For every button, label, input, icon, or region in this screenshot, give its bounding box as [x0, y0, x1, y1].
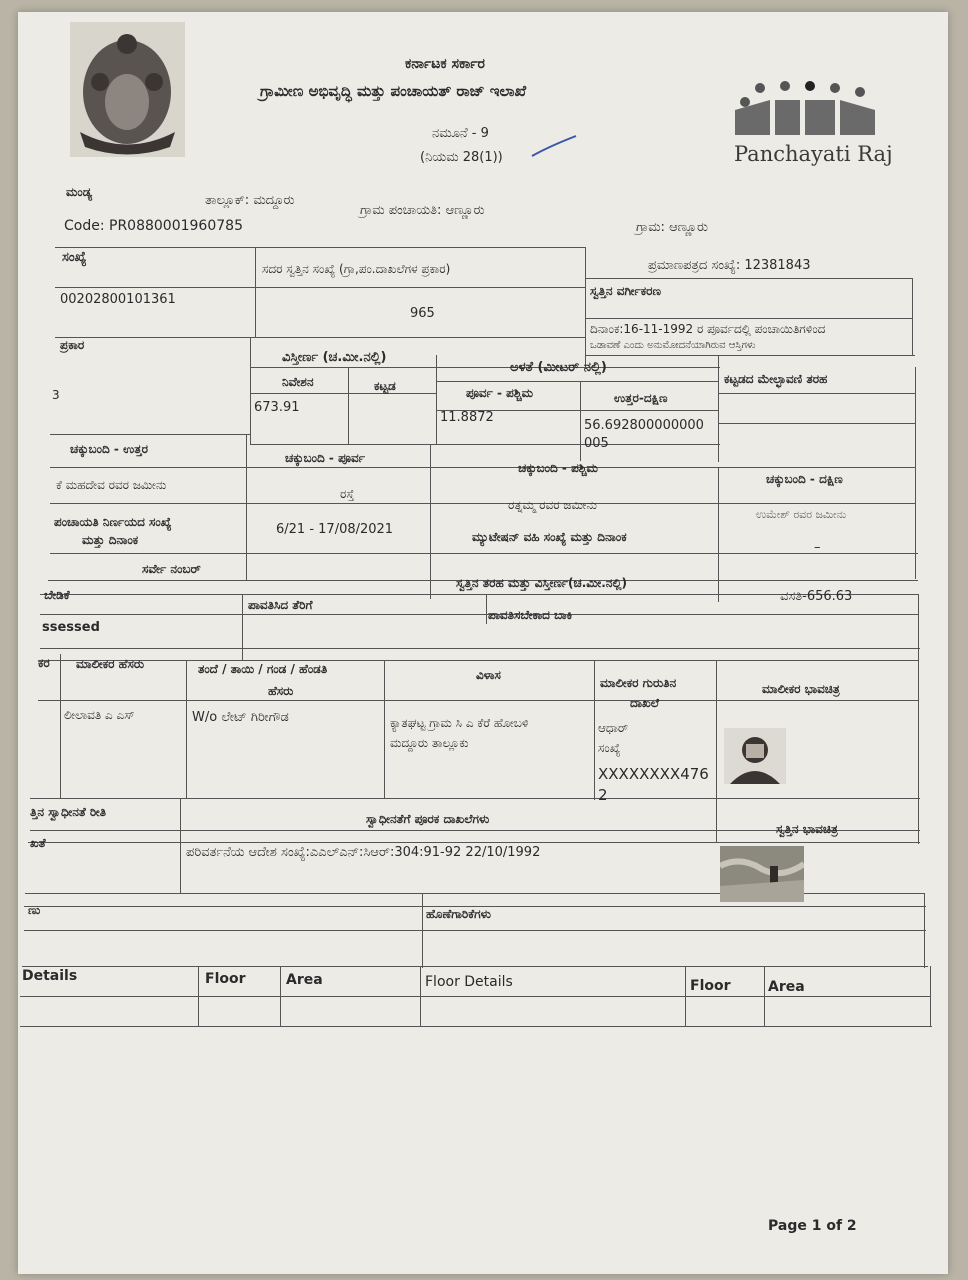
table-rule-line [420, 966, 421, 1026]
table-rule-line [55, 287, 585, 288]
table-rule-line [718, 393, 916, 394]
table-rule-line [22, 966, 928, 967]
id-type: ಆಧಾರ್ [598, 721, 629, 735]
page-number: Page 1 of 2 [768, 1218, 857, 1234]
demand-label: ಬೇಡಿಕೆ [44, 588, 70, 602]
table-rule-line [915, 367, 916, 579]
table-rule-line [718, 355, 719, 462]
table-rule-line [436, 355, 437, 444]
table-rule-line [930, 966, 931, 1026]
south-boundary-value: ಉಮೇಶ್ ರವರ ಜಮೀನು [756, 508, 847, 521]
table-rule-line [242, 594, 243, 660]
address-value-2: ಮದ್ದೂರು ತಾಲ್ಲೂಕು [390, 736, 469, 750]
area-label-2: Area [768, 979, 805, 995]
acquisition-mode-value: ಖತೆ [30, 836, 46, 850]
owner-serial-label: ಕರ [38, 656, 50, 670]
table-rule-line [585, 318, 913, 319]
balance-due-label: ಪಾವತಿಸಬೇಕಾದ ಬಾಕಿ [488, 608, 573, 622]
table-rule-line [585, 278, 913, 279]
table-rule-line [430, 444, 431, 599]
north-south-value-1: 56.692800000000 [584, 418, 704, 433]
form-number: ನಮೂನೆ - 9 [432, 126, 489, 141]
table-rule-line [55, 337, 585, 338]
liabilities-label: ಹೊಣೆಗಾರಿಕೆಗಳು [426, 907, 491, 921]
relation-label-1: ತಂದೆ / ತಾಯಿ / ಗಂಡ / ಹೆಂಡತಿ [198, 662, 328, 676]
property-photo-label: ಸ್ವತ್ತಿನ ಭಾವಚಿತ್ರ [776, 822, 838, 836]
table-rule-line [180, 798, 181, 894]
area-label-1: Area [286, 972, 323, 988]
property-id-label: ಸಂಖ್ಯೆ [62, 250, 87, 265]
table-rule-line [20, 996, 930, 997]
panchayati-raj-logo-icon [730, 80, 880, 150]
classification-label: ಸ್ವತ್ತಿನ ವರ್ಗೀಕರಣ [590, 284, 661, 298]
property-photo [720, 846, 804, 902]
table-rule-line [718, 423, 916, 424]
assessed-label: ssessed [42, 620, 100, 635]
table-rule-line [20, 1026, 932, 1027]
type-value: 3 [52, 388, 60, 402]
rule-number: (ನಿಯಮ 28(1)) [420, 150, 503, 165]
table-rule-line [422, 893, 423, 968]
floor-details-label: Floor Details [425, 974, 513, 990]
east-boundary-value: ರಸ್ತೆ [340, 487, 355, 501]
table-rule-line [30, 798, 920, 799]
resolution-label-2: ಮತ್ತು ದಿನಾಂಕ [82, 533, 139, 547]
table-rule-line [436, 381, 718, 382]
property-id-value: 00202800101361 [60, 292, 176, 307]
classification-value-1: ದಿನಾಂಕ:16-11-1992 ರ ಪೂರ್ವದಲ್ಲಿ ಪಂಚಾಯಿತಿಗಳಿಂದ [590, 322, 826, 336]
asset-number-value: 965 [410, 306, 435, 321]
south-boundary-label: ಚಕ್ಕುಬಂದಿ - ದಕ್ಷಿಣ [766, 472, 843, 486]
east-west-value: 11.8872 [440, 410, 494, 425]
address-label: ವಿಳಾಸ [476, 668, 501, 682]
acquisition-docs-value: ಪರಿವರ್ತನೆಯ ಆದೇಶ ಸಂಖ್ಯೆ:ಎಎಲ್ಎನ್:ಸಿಆರ್:304:91-92 22/10/1992 [186, 845, 541, 860]
table-rule-line [384, 660, 385, 798]
west-boundary-value: ರತ್ನಮ್ಮ ರವರ ಜಮೀನು [508, 498, 597, 512]
property-nature-value: ವಸತಿ-656.63 [780, 589, 853, 604]
resolution-label-1: ಪಂಚಾಯತಿ ನಿರ್ಣಯದ ಸಂಖ್ಯೆ [54, 515, 172, 529]
north-boundary-label: ಚಕ್ಕುಬಂದಿ - ಉತ್ತರ [70, 442, 148, 456]
table-rule-line [718, 467, 719, 602]
table-rule-line [912, 278, 913, 355]
table-rule-line [580, 381, 581, 461]
type-label: ಪ್ರಕಾರ [60, 338, 85, 352]
table-rule-line [594, 660, 595, 800]
table-rule-line [250, 367, 720, 368]
table-rule-line [918, 660, 919, 844]
owner-name-value: ಲೀಲಾವತಿ ಎ ಎಸ್ [64, 708, 135, 722]
classification-value-2: ಒಡಾವಣೆ ಎಂದು ಅನುಮೋದನೆಯಾಗಿರುವ ಆಸ್ತಿಗಳು [590, 340, 756, 351]
table-rule-line [186, 660, 187, 798]
details-label: Details [22, 968, 78, 984]
table-rule-line [250, 393, 436, 394]
table-rule-line [40, 648, 920, 649]
table-rule-line [50, 467, 916, 468]
table-rule-line [280, 966, 281, 1026]
table-rule-line [50, 503, 916, 504]
taluk-text: ತಾಲ್ಲೂಕ್: ಮದ್ದೂರು [205, 193, 295, 208]
table-rule-line [38, 660, 918, 661]
table-rule-line [348, 367, 349, 444]
resolution-value: 6/21 - 17/08/2021 [276, 522, 394, 537]
table-rule-line [50, 434, 250, 435]
table-rule-line [685, 966, 686, 1026]
roof-type-label: ಕಟ್ಟಡದ ಮೇಲ್ಛಾವಣಿ ತರಹ [724, 372, 828, 386]
id-number-value-suffix: 2 [598, 786, 608, 804]
table-rule-line [28, 842, 920, 843]
north-south-label: ಉತ್ತರ-ದಕ್ಷಿಣ [614, 391, 668, 405]
floor-label-2: Floor [690, 978, 731, 994]
table-rule-line [716, 660, 717, 843]
village-text: ಗ್ರಾಮ: ಆಣ್ಣೂರು [636, 220, 709, 235]
dept-title: ಗ್ರಾಮೀಣ ಅಭಿವೃದ್ಧಿ ಮತ್ತು ಪಂಚಾಯತ್ ರಾಜ್ ಇಲಾಖೆ [260, 82, 527, 100]
table-rule-line [38, 700, 918, 701]
west-boundary-label: ಚಕ್ಕುಬಂದಿ - ಪಶ್ಚಿಮ [518, 461, 598, 475]
table-rule-line [585, 247, 586, 367]
id-number-value: XXXXXXXX476 [598, 765, 709, 783]
id-number-label: ಸಂಖ್ಯೆ [598, 741, 621, 755]
east-boundary-label: ಚಕ್ಕುಬಂದಿ - ಪೂರ್ವ [285, 451, 365, 465]
table-rule-line [60, 654, 61, 798]
karnataka-emblem-icon [70, 22, 185, 157]
id-document-label-1: ಮಾಲೀಕರ ಗುರುತಿನ [600, 676, 677, 690]
id-document-label-2: ದಾಖಲೆ [630, 696, 659, 710]
table-rule-line [486, 594, 487, 624]
table-rule-line [24, 930, 926, 931]
table-rule-line [55, 247, 585, 248]
mutation-value: – [814, 540, 821, 555]
survey-number-label: ಸರ್ವೇ ನಂಬರ್ [142, 562, 201, 576]
table-rule-line [255, 247, 256, 337]
owner-photo-label: ಮಾಲೀಕರ ಭಾವಚಿತ್ರ [762, 682, 840, 696]
document-page [18, 12, 948, 1274]
gov-title: ಕರ್ನಾಟಕ ಸರ್ಕಾರ [405, 56, 485, 72]
code-text: Code: PR0880001960785 [64, 218, 243, 234]
relation-value: W/o ಲೇಟ್ ಗಿರೀಗೌಡ [192, 710, 289, 725]
floor-label-1: Floor [205, 971, 246, 987]
table-rule-line [924, 893, 925, 968]
east-west-label: ಪೂರ್ವ - ಪಶ್ಚಿಮ [466, 386, 534, 400]
mutation-label: ಮ್ಯುಟೇಷನ್ ವಹಿ ಸಂಖ್ಯೆ ಮತ್ತು ದಿನಾಂಕ [472, 530, 627, 544]
table-rule-line [250, 337, 251, 444]
building-label: ಕಟ್ಟಡ [374, 379, 396, 393]
table-rule-line [246, 434, 247, 580]
north-boundary-value: ಕೆ ಮಹದೇವ ರವರ ಜಮೀನು [56, 478, 167, 492]
north-south-value-2: 005 [584, 436, 609, 451]
table-rule-line [198, 966, 199, 1026]
asset-number-label: ಸದರ ಸ್ವತ್ತಿನ ಸಂಖ್ಯೆ (ಗ್ರಾ,ಪಂ.ದಾಖಲೆಗಳ ಪ್ರಕಾರ) [262, 262, 451, 276]
panchayati-raj-logo-text: Panchayati Raj [734, 142, 893, 166]
acquisition-mode-label: ತ್ತಿನ ಸ್ವಾಧೀನತೆ ರೀತಿ [30, 805, 107, 819]
liabilities-left-label: ಣು [28, 903, 41, 917]
acquisition-docs-label: ಸ್ವಾಧೀನತೆಗೆ ಪೂರಕ ದಾಖಲೆಗಳು [366, 812, 490, 826]
site-label: ನಿವೇಶನ [282, 375, 314, 389]
gram-panchayat-text: ಗ್ರಾಮ ಪಂಚಾಯತಿ: ಆಣ್ಣೂರು [360, 203, 485, 218]
address-value-1: ಕ್ಯಾತಘಟ್ಟ ಗ್ರಾಮ ಸಿ ಎ ಕೆರೆ ಹೋಬಳಿ [390, 716, 529, 730]
site-area-value: 673.91 [254, 400, 300, 415]
area-label: ವಿಸ್ತೀರ್ಣ (ಚ.ಮೀ.ನಲ್ಲಿ) [282, 350, 387, 365]
table-rule-line [50, 553, 918, 554]
dimensions-label: ಅಳತೆ (ಮೀಟರ್ ನಲ್ಲಿ) [510, 360, 607, 375]
table-rule-line [40, 614, 918, 615]
tax-paid-label: ಪಾವತಿಸಿದ ತೆರಿಗೆ [248, 598, 313, 612]
owner-name-label: ಮಾಲೀಕರ ಹೆಸರು [76, 657, 145, 671]
table-rule-line [585, 355, 915, 356]
owner-photo [724, 728, 786, 784]
district-label: ಮಂಡ್ಯ [66, 185, 93, 199]
pen-mark-icon [530, 132, 580, 162]
certificate-number: ಪ್ರಮಾಣಪತ್ರದ ಸಂಖ್ಯೆ: 12381843 [648, 258, 811, 273]
table-rule-line [250, 444, 720, 445]
relation-label-2: ಹೆಸರು [268, 684, 294, 698]
table-rule-line [764, 966, 765, 1026]
property-nature-label: ಸ್ವತ್ತಿನ ತರಹ ಮತ್ತು ವಿಸ್ತೀರ್ಣ(ಚ.ಮೀ.ನಲ್ಲಿ) [456, 576, 628, 590]
